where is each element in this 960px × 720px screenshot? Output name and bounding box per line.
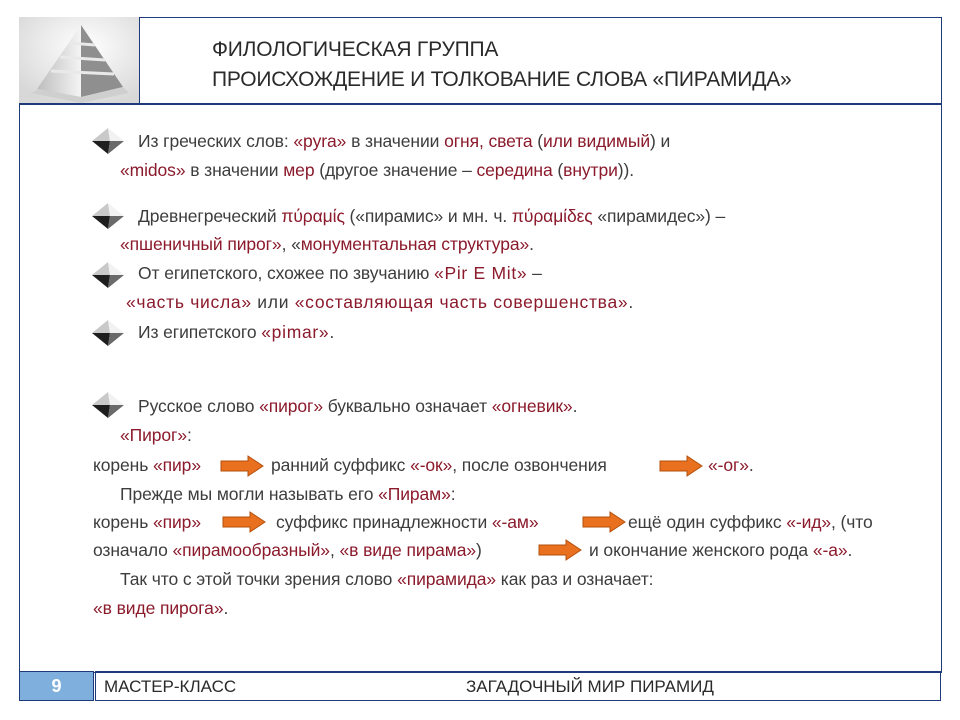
- page-number-badge: 9: [19, 671, 94, 701]
- text-line: «пшеничный пирог», «монументальная структура».: [120, 234, 534, 254]
- text-line: и окончание женского рода «-а».: [589, 540, 853, 560]
- text-line: Русское слово «пирог» буквально означает «огневик».: [138, 396, 578, 416]
- page-title-line2: ПРОИСХОЖДЕНИЕ И ТОЛКОВАНИЕ СЛОВА «ПИРАМИДА»: [212, 68, 792, 91]
- orange-arrow-icon: [538, 539, 582, 561]
- orange-arrow-icon: [220, 455, 264, 477]
- footer-left-label: МАСТЕР-КЛАСС: [104, 677, 237, 696]
- footer-bar: [95, 671, 941, 701]
- footer-right-label: ЗАГАДОЧНЫЙ МИР ПИРАМИД: [466, 677, 714, 696]
- orange-arrow-icon: [659, 455, 703, 477]
- text-line: корень «пир»: [93, 455, 201, 475]
- text-line: означало «пирамообразный», «в виде пирама»): [93, 540, 482, 560]
- text-line: ранний суффикс «-ок», после озвончения: [271, 455, 607, 475]
- text-line: ещё один суффикс «-ид», (что: [628, 512, 873, 532]
- text-line: суффикс принадлежности «-ам»: [276, 512, 539, 532]
- diamond-bullet-icon: [92, 262, 126, 288]
- text-line: корень «пир»: [93, 512, 201, 532]
- diamond-bullet-icon: [92, 203, 126, 229]
- text-line: «midos» в значении мер (другое значение – середина (внутри)).: [120, 160, 634, 180]
- text-line: Древнегреческий πύραμίς («пирамис» и мн. ч. πύραμίδες «пирамидес») –: [138, 206, 726, 226]
- text-line: «-ог».: [708, 455, 754, 475]
- diamond-bullet-icon: [92, 320, 126, 346]
- diamond-bullet-icon: [92, 128, 126, 154]
- diamond-bullet-icon: [92, 392, 126, 418]
- orange-arrow-icon: [222, 511, 266, 533]
- text-line: Из греческих слов: «pyra» в значении огня, света (или видимый) и: [138, 131, 671, 151]
- text-line: «Пирог»:: [120, 425, 192, 445]
- orange-arrow-icon: [582, 511, 626, 533]
- text-line: От египетского, схожее по звучанию «Pir E Mit» –: [138, 263, 542, 283]
- text-line: Так что с этой точки зрения слово «пирамида» как раз и означает:: [120, 569, 654, 589]
- text-line: «в виде пирога».: [93, 598, 229, 618]
- logo-divider: [139, 17, 140, 103]
- text-line: Из египетского «pimar».: [138, 322, 335, 342]
- text-line: Прежде мы могли называть его «Пирам»:: [120, 484, 456, 504]
- text-line: «часть числа» или «составляющая часть совершенства».: [126, 292, 634, 312]
- pyramid-logo-icon: [19, 17, 139, 103]
- page-title-line1: ФИЛОЛОГИЧЕСКАЯ ГРУППА: [212, 38, 499, 61]
